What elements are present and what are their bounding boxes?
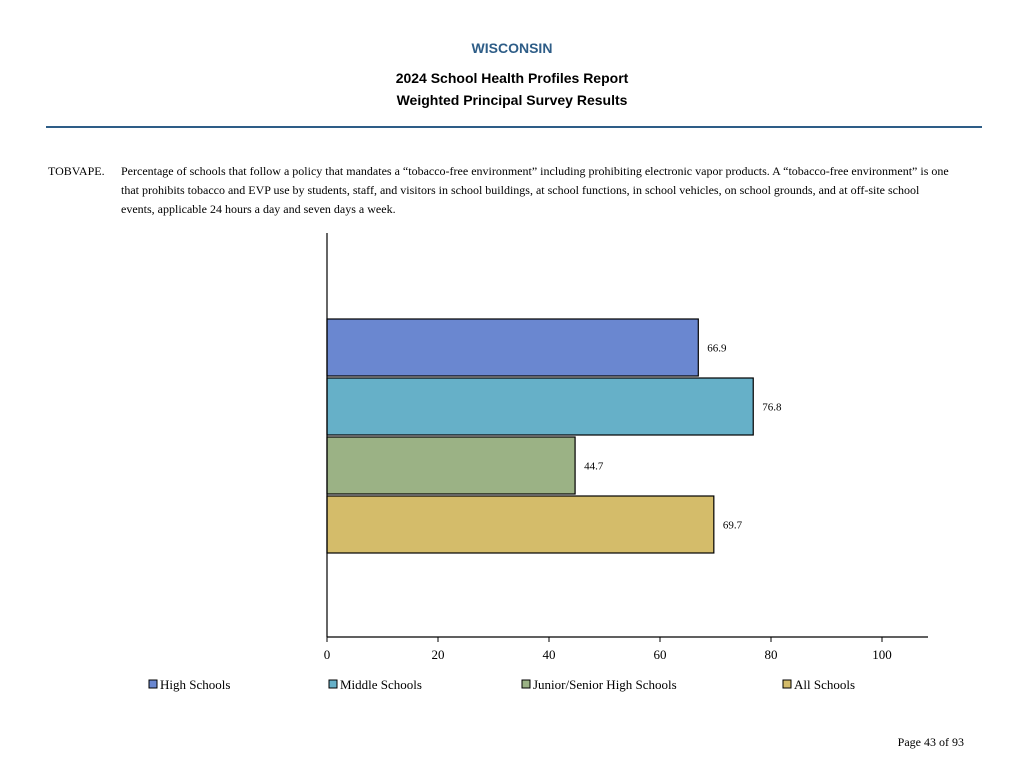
bar-value-label-1: 66.9 <box>707 342 727 355</box>
bar-2 <box>327 378 753 435</box>
bar-4 <box>327 496 714 553</box>
bar-1 <box>327 319 698 376</box>
question-text: Percentage of schools that follow a policy that mandates a “tobacco-free environment” including prohibiting electronic vapor products. A “tobacco-free environment” is one that prohibits tobacco and EVP use by students, staff, and visitors in school buildings, at school functions, in school vehicles, on school grounds, and at off-site school events, applicable 24 hours a day and seven days a week. <box>121 164 949 216</box>
x-tick-label-60: 60 <box>653 647 667 662</box>
legend-label-2: Middle Schools <box>340 677 422 692</box>
x-tick-label-20: 20 <box>431 647 445 662</box>
question-code: TOBVAPE. <box>48 164 105 178</box>
report-subtitle: Weighted Principal Survey Results <box>396 92 628 108</box>
x-tick-label-0: 0 <box>323 647 331 662</box>
x-tick-label-40: 40 <box>542 647 556 662</box>
legend-swatch-3 <box>522 680 530 688</box>
legend-swatch-4 <box>783 680 791 688</box>
report-title: 2024 School Health Profiles Report <box>395 70 629 86</box>
page-number: Page 43 of 93 <box>897 735 964 749</box>
bar-value-label-4: 69.7 <box>722 519 743 532</box>
x-tick-label-80: 80 <box>764 647 778 662</box>
legend-label-4: All Schools <box>794 677 856 692</box>
legend-swatch-2 <box>329 680 337 688</box>
legend-label-1: High Schools <box>160 677 231 692</box>
bar-3 <box>327 437 575 494</box>
legend-label-3: Junior/Senior High Schools <box>533 677 677 692</box>
legend-swatch-1 <box>149 680 157 688</box>
bar-value-label-2: 76.8 <box>762 401 782 414</box>
state-name: WISCONSIN <box>471 40 553 56</box>
bar-value-label-3: 44.7 <box>584 460 604 473</box>
x-tick-label-100: 100 <box>872 647 892 662</box>
